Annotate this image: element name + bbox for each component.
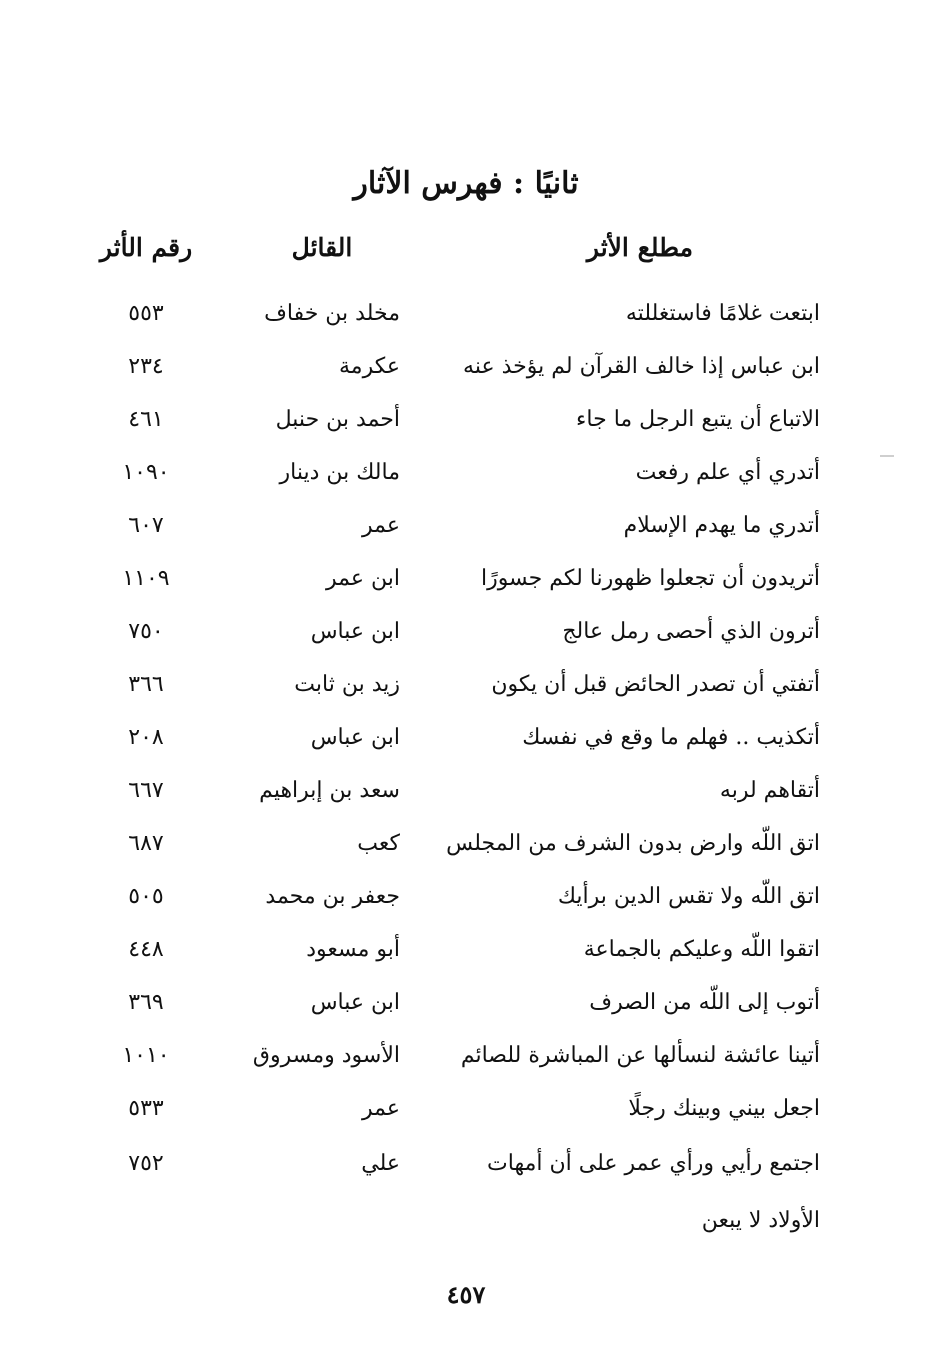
entry-number: ٦٦٧ <box>128 778 164 803</box>
entry-speaker: أحمد بن حنبل <box>275 407 400 432</box>
table-row <box>0 553 932 605</box>
margin-mark <box>880 455 894 457</box>
entry-number: ٧٥٠ <box>128 619 164 644</box>
table-row <box>0 500 932 552</box>
entry-number: ٦٠٧ <box>128 513 164 538</box>
entry-text: اتق اللّه وارض بدون الشرف من المجلس <box>446 831 820 856</box>
entry-text: أترون الذي أحصى رمل عالج <box>562 619 820 644</box>
entry-number: ١١٠٩ <box>122 566 170 591</box>
entry-speaker: أبو مسعود <box>306 937 400 962</box>
entry-number: ٣٦٦ <box>128 672 164 697</box>
entry-text: أتقاهم لربه <box>719 778 820 803</box>
entry-text: اجتمع رأيي ورأي عمر على أن أمهات <box>487 1151 820 1176</box>
table-row <box>0 341 932 393</box>
table-row <box>0 924 932 976</box>
table-row <box>0 871 932 923</box>
entry-text: أتدري ما يهدم الإسلام <box>623 513 820 538</box>
table-row <box>0 659 932 711</box>
table-row <box>0 288 932 340</box>
entry-speaker: ابن عباس <box>310 619 400 644</box>
entry-text: اتقوا اللّه وعليكم بالجماعة <box>583 937 820 962</box>
entry-speaker: مخلد بن خفاف <box>264 301 400 326</box>
page-title: ثانيًا : فهرس الآثار <box>353 166 579 201</box>
entry-number: ٦٨٧ <box>128 831 164 856</box>
entry-speaker: زيد بن ثابت <box>294 672 400 697</box>
table-row <box>0 606 932 658</box>
entry-speaker: سعد بن إبراهيم <box>259 778 400 803</box>
entry-speaker: عكرمة <box>339 354 400 379</box>
entry-text: أتدري أي علم رفعت <box>635 460 820 485</box>
entry-number: ١٠١٠ <box>122 1043 170 1068</box>
entry-speaker: عمر <box>362 513 400 538</box>
entry-number: ٥٣٣ <box>128 1096 164 1121</box>
entry-text: ابن عباس إذا خالف القرآن لم يؤخذ عنه <box>463 354 820 379</box>
table-row <box>0 1138 932 1190</box>
entry-text: أتينا عائشة لنسألها عن المباشرة للصائم <box>460 1043 820 1068</box>
entry-speaker: علي <box>361 1151 400 1176</box>
entry-text: أتوب إلى اللّه من الصرف <box>589 990 820 1015</box>
header-speaker: القائل <box>291 233 353 262</box>
entry-speaker: ابن عباس <box>310 725 400 750</box>
table-row <box>0 818 932 870</box>
table-row <box>0 1083 932 1135</box>
entry-number: ٧٥٢ <box>128 1151 164 1176</box>
table-row <box>0 765 932 817</box>
entry-number: ٤٤٨ <box>128 937 164 962</box>
entry-speaker: ابن عباس <box>310 990 400 1015</box>
entry-number: ٤٦١ <box>128 407 164 432</box>
table-row <box>0 1030 932 1082</box>
page-number: ٤٥٧ <box>446 1280 486 1309</box>
header-text: مطلع الأثر <box>586 233 694 262</box>
entry-speaker: الأسود ومسروق <box>252 1043 400 1068</box>
table-row <box>0 977 932 1029</box>
entry-text: اجعل بيني وبينك رجلًا <box>628 1096 820 1121</box>
entry-number: ١٠٩٠ <box>122 460 170 485</box>
table-row <box>0 712 932 764</box>
entry-text: ابتعت غلامًا فاستغللته <box>625 301 820 326</box>
entry-number: ٣٦٩ <box>128 990 164 1015</box>
entry-number: ٢٠٨ <box>128 725 164 750</box>
table-row-continuation <box>0 1195 932 1247</box>
entry-speaker: مالك بن دينار <box>279 460 400 485</box>
entry-number: ٥٠٥ <box>128 884 164 909</box>
entry-text-continuation: الأولاد لا يبعن <box>701 1208 820 1233</box>
table-header <box>0 222 932 274</box>
entry-text: أتكذيب .. فهلم ما وقع في نفسك <box>522 725 820 750</box>
entry-speaker: جعفر بن محمد <box>265 884 400 909</box>
table-row <box>0 394 932 446</box>
entry-text: اتق اللّه ولا تقس الدين برأيك <box>557 884 820 909</box>
entry-text: أتفتي أن تصدر الحائض قبل أن يكون <box>491 672 820 697</box>
table-row <box>0 447 932 499</box>
entry-number: ٢٣٤ <box>128 354 164 379</box>
entry-number: ٥٥٣ <box>128 301 164 326</box>
entry-speaker: عمر <box>362 1096 400 1121</box>
entry-speaker: كعب <box>357 831 400 856</box>
entry-text: أتريدون أن تجعلوا ظهورنا لكم جسورًا <box>480 566 820 591</box>
header-number: رقم الأثر <box>99 233 193 262</box>
entry-speaker: ابن عمر <box>326 566 400 591</box>
entry-text: الاتباع أن يتبع الرجل ما جاء <box>576 407 820 432</box>
